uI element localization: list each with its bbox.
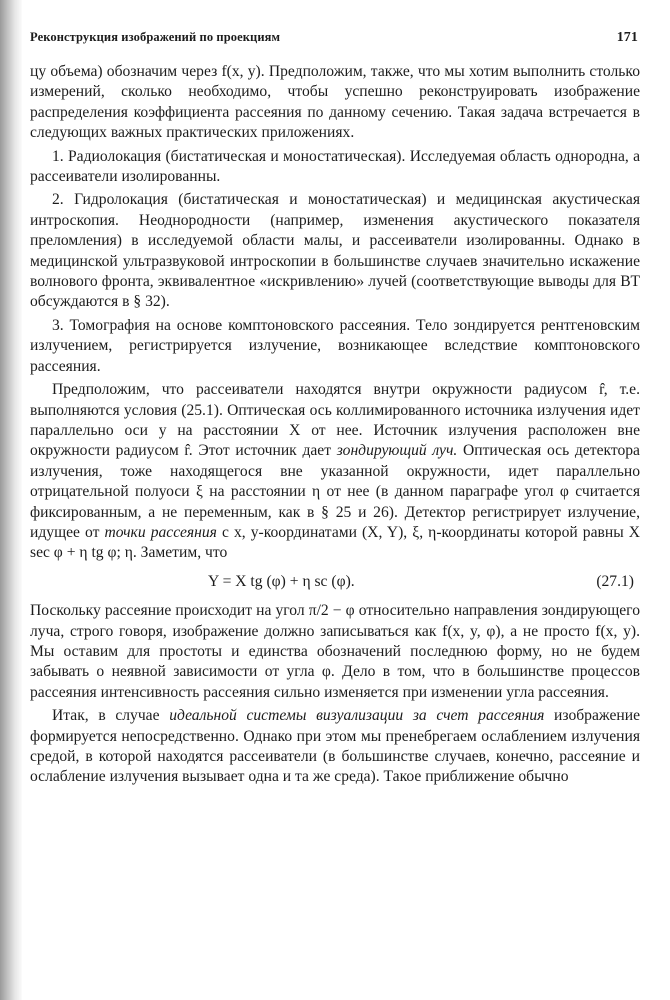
emphasis-probing-beam: зондирующий луч. bbox=[336, 442, 458, 460]
emphasis-ideal-system: идеальной системы визуализации за счет рассеяния bbox=[169, 707, 545, 725]
geometry-text-b: Оптическая ось детектора излучения, тоже находящегося вне указанной окружности, идет параллельно отрицательной полуоси ξ на расстоянии η от нее (в данном параграфе угол φ считается фиксированным, а не переменным, как в § 25 и 26). Детектор регистрирует излучение, идущее от bbox=[30, 442, 640, 541]
paragraph-sonar: 2. Гидролокация (бистатическая и моностатическая) и медицинская акустическая интроскопия. Неоднородности (например, изменения акустического показателя преломления) в исследуемой области малы, и рассеиватели изолированны. Однако в медицинской ультразвуковой интроскопии в большинстве случаев значительно искажение волнового фронта, эквивалентное «искривлению» лучей (соответствующие выводы для ВТ обсуждаются в § 32). bbox=[30, 191, 640, 311]
paragraph-radiolocation: 1. Радиолокация (бистатическая и моностатическая). Исследуемая область однородна, а рассеиватели изолированны. bbox=[30, 147, 640, 186]
book-page bbox=[30, 30, 640, 791]
running-title: Реконструкция изображений по проекциям bbox=[30, 30, 281, 44]
paragraph-continuation: цу объема) обозначим через f(x, y). Предположим, также, что мы хотим выполнить столько измерений, сколько необходимо, чтобы успешно реконструировать изображение распределения коэффициента рассеяния по данному сечению. Такая задача встречается в следующих важных практических приложениях. bbox=[30, 63, 640, 142]
paragraph-ideal-system bbox=[30, 706, 640, 788]
body-text bbox=[30, 62, 640, 788]
geometry-text-a: Предположим, что рассеиватели находятся внутри окружности радиусом r̂, т.е. выполняются условия (25.1). Оптическая ось коллимированного источника излучения идет параллельно оси y на расстоянии X от нее. Источник излучения расположен вне окружности радиусом r̂. Этот источник дает bbox=[30, 381, 640, 460]
ideal-text-b: изображение формируется непосредственно. Однако при этом мы пренебрегаем ослаблением излучения средой, в которой находятся рассеиватели (в большинстве случаев, конечно, рассеяние и ослабление излучения вызывает одна и та же среда). Такое приближение обычно bbox=[30, 707, 640, 786]
ideal-text-a: Итак, в случае bbox=[52, 707, 170, 725]
equation-body: Y = X tg (φ) + η sc (φ). bbox=[208, 572, 355, 590]
equation-number: (27.1) bbox=[596, 572, 634, 590]
equation-27-1 bbox=[30, 572, 640, 592]
geometry-text-c: с x, y-координатами (X, Y), ξ, η-координаты которой равны X sec φ + η tg φ; η. Заметим, что bbox=[30, 523, 641, 562]
paragraph-scatter-angle: Поскольку рассеяние происходит на угол π/2 − φ относительно направления зондирующего луча, строго говоря, изображение должно записываться как f(x, y, φ), а не просто f(x, y). Мы оставим для простоты и единства обозначений последнюю форму, но не будем забывать о неявной зависимости от угла φ. Дело в том, что в большинстве процессов рассеяния интенсивность рассеяния сильно изменяется при изменении угла рассеяния. bbox=[30, 602, 640, 701]
emphasis-scatter-point: точки рассеяния bbox=[104, 523, 217, 541]
book-spine-shadow bbox=[0, 0, 22, 1000]
page-number: 171 bbox=[616, 30, 638, 45]
paragraph-compton: 3. Томография на основе комптоновского рассеяния. Тело зондируется рентгеновским излучением, регистрируется излучение, возникающее вследствие комптоновского рассеяния. bbox=[30, 316, 640, 375]
running-header bbox=[30, 30, 640, 46]
paragraph-geometry bbox=[30, 380, 640, 564]
